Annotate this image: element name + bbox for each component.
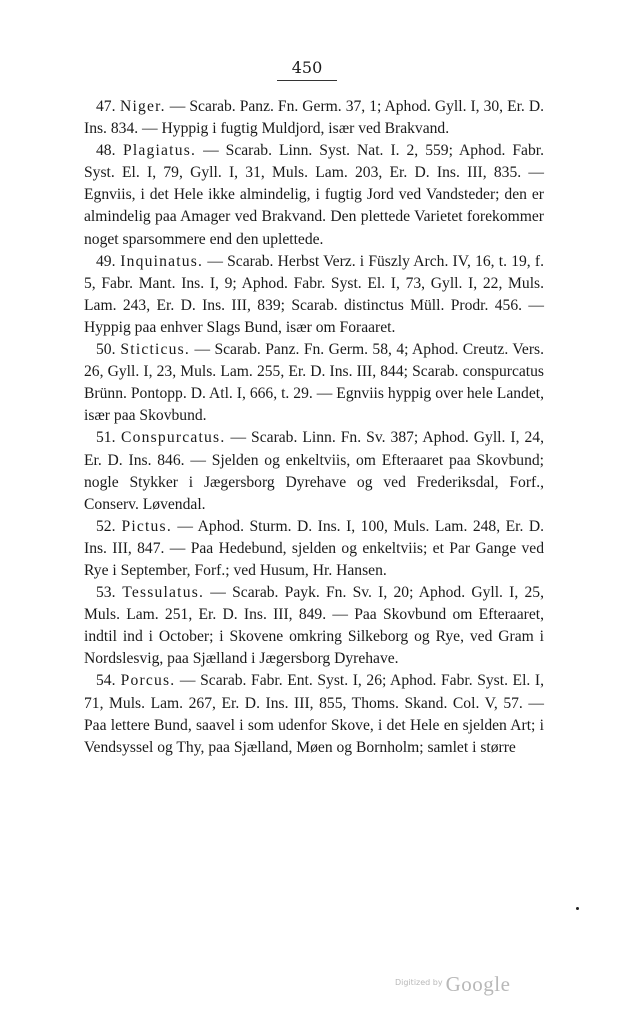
species-name: Pictus. [121, 517, 172, 535]
entry-50 [84, 339, 544, 427]
species-name: Inquinatus. [120, 252, 204, 270]
entry-number: 54. [96, 672, 116, 690]
entry-48 [84, 140, 544, 250]
species-name: Tessulatus. [122, 584, 205, 602]
page-number-rule [277, 80, 337, 81]
species-name: Plagiatus. [123, 142, 197, 160]
entry-body: — Scarab. Herbst Verz. i Füszly Arch. IV, 16, t. 19, f. 5, Fabr. Mant. Ins. I, 9; Aphod. Fabr. Syst. El. I, 73, Gyll. I, 22, Muls. Lam. 243, Er. D. Ins. III, 839; Scarab. distinctus Müll. Prodr. 456. — Hyppig paa enhver Slags Bund, især om Foraaret. [84, 252, 544, 336]
species-name: Niger. [120, 98, 166, 115]
species-name: Sticticus. [120, 341, 191, 359]
species-name: Conspurcatus. [121, 429, 226, 447]
entry-number: 52. [96, 517, 116, 535]
entry-body: — Scarab. Fabr. Ent. Syst. I, 26; Aphod. Fabr. Syst. El. I, 71, Muls. Lam. 267, Er. D. Ins. III, 855, Thoms. Skand. Col. V, 57. — Paa lettere Bund, saavel i som udenfor Skove, i det Hele en sjelden Art; i Vendsyssel og Thy, paa Sjælland, Møen og Bornholm; samlet i større [84, 672, 544, 756]
entry-number: 47. [96, 98, 116, 115]
species-name: Porcus. [120, 672, 176, 690]
entry-body: — Scarab. Linn. Fn. Sv. 387; Aphod. Gyll. I, 24, Er. D. Ins. 846. — Sjelden og enkeltviis, om Efteraaret paa Skovbund; nogle Stykker i Jægersborg Dyrehave og ved Frederiksdal, Forf., Conserv. Løvendal. [84, 429, 545, 513]
entry-number: 53. [96, 584, 116, 602]
entry-body: — Scarab. Linn. Syst. Nat. I. 2, 559; Aphod. Fabr. Syst. El. I, 79, Gyll. I, 31, Muls. Lam. 203, Er. D. Ins. III, 835. — Egnviis, i det Hele ikke almindelig, i fugtig Jord ved Vandsteder; den er almindelig paa Amager ved Brakvand. Den plettede Varietet forekommer noget sparsommere end den uplettede. [84, 142, 544, 248]
ink-dot-mark [576, 907, 579, 910]
page-number: 450 [291, 58, 323, 77]
entry-47 [84, 96, 544, 140]
entry-number: 50. [96, 341, 116, 359]
entry-49 [84, 251, 544, 339]
watermark-prefix: Digitized by [395, 978, 443, 987]
entry-body: — Scarab. Payk. Fn. Sv. I, 20; Aphod. Gyll. I, 25, Muls. Lam. 251, Er. D. Ins. III, 849. — Paa Skovbund om Efteraaret, indtil ind i October; i Skovene omkring Silkeborg og Rye, ved Gram i Nordslesvig, paa Sjælland i Jægersborg Dyrehave. [84, 584, 544, 668]
entry-number: 48. [96, 142, 116, 160]
entry-number: 49. [96, 252, 116, 270]
entry-body: — Scarab. Panz. Fn. Germ. 58, 4; Aphod. Creutz. Vers. 26, Gyll. I, 23, Muls. Lam. 255, Er. D. Ins. III, 844; Scarab. conspurcatus Brünn. Pontopp. D. Atl. I, 666, t. 29. — Egnviis hyppig over hele Landet, især paa Skovbund. [84, 341, 544, 425]
entry-body: — Aphod. Sturm. D. Ins. I, 100, Muls. Lam. 248, Er. D. Ins. III, 847. — Paa Hedebund, sjelden og enkeltviis; et Par Gange ved Rye i September, Forf.; ved Husum, Hr. Hansen. [84, 517, 544, 579]
entry-number: 51. [96, 429, 116, 447]
digitized-watermark [395, 972, 535, 998]
entry-52 [84, 516, 544, 582]
text-block [84, 96, 544, 759]
entry-53 [84, 582, 544, 670]
entry-body: — Scarab. Panz. Fn. Germ. 37, 1; Aphod. Gyll. I, 30, Er. D. Ins. 834. — Hyppig i fugtig Muldjord, især ved Brakvand. [84, 98, 544, 138]
entry-51 [84, 427, 544, 515]
entry-54 [84, 670, 544, 758]
google-logo: Google [445, 972, 511, 996]
